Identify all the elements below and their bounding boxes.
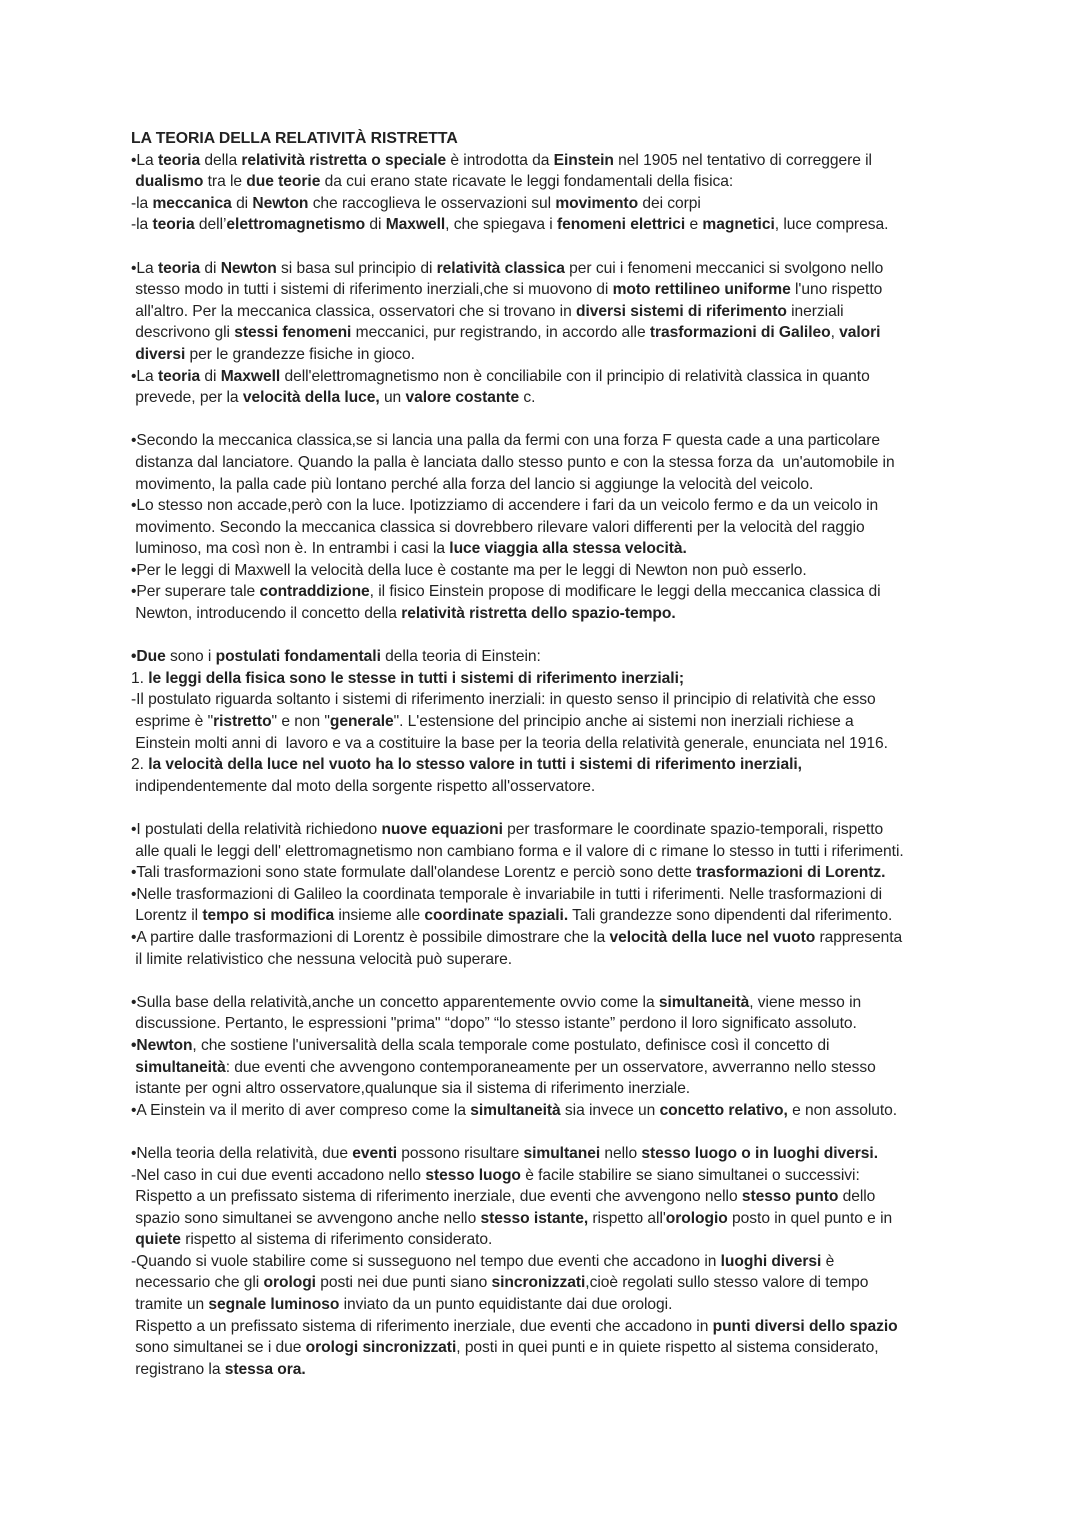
paragraph-2 <box>131 258 961 409</box>
text-line <box>131 1272 961 1294</box>
text-line <box>131 560 961 582</box>
text-run: possono risultare <box>397 1144 524 1162</box>
text-run: spazio sono simultanei se avvengono anche nello <box>131 1209 481 1227</box>
text-run: •Per le leggi di Maxwell la velocità della luce è costante ma per le leggi di Newton non può esserlo. <box>131 561 807 579</box>
text-line <box>131 689 961 711</box>
text-line <box>131 387 961 409</box>
text-run: dei corpi <box>638 194 701 212</box>
text-run: •La <box>131 367 158 385</box>
bold-text-run: movimento <box>555 194 639 212</box>
text-line <box>131 1316 961 1338</box>
text-line <box>131 927 961 949</box>
text-line <box>131 754 961 776</box>
text-run: della <box>200 151 242 169</box>
bold-text-run: valori <box>839 324 881 342</box>
bold-text-run: elettromagnetismo <box>226 216 366 234</box>
bold-text-run: orologi sincronizzati <box>305 1339 457 1357</box>
text-run: è facile stabilire se siano simultanei o successivi: <box>520 1166 860 1184</box>
text-run: ,cioè regolati sullo stesso valore di tempo <box>585 1274 869 1292</box>
text-run: meccanici, pur registrando, in accordo alle <box>351 324 650 342</box>
text-line <box>131 1100 961 1122</box>
bold-text-run: punti diversi dello spazio <box>712 1317 898 1335</box>
text-run: -la <box>131 216 153 234</box>
text-run: nel 1905 nel tentativo di correggere il <box>613 151 872 169</box>
text-line <box>131 668 961 690</box>
bold-text-run: Maxwell <box>220 367 281 385</box>
text-line <box>131 603 961 625</box>
text-line <box>131 1229 961 1251</box>
bold-text-run: velocità della luce, <box>242 389 380 407</box>
text-run: movimento. Secondo la meccanica classica si dovrebbero rilevare valori differenti per la velocità del raggio <box>131 518 865 536</box>
paragraph-1 <box>131 150 961 236</box>
text-run: Tali grandezze sono dipendenti dal riferimento. <box>568 907 893 925</box>
text-run: 1. <box>131 669 149 687</box>
document-title: LA TEORIA DELLA RELATIVITÀ RISTRETTA <box>131 130 458 147</box>
text-line <box>131 841 961 863</box>
text-run: alle quali le leggi dell' elettromagnetismo non cambiano forma e il valore di c rimane lo stesso in tutti i riferimenti. <box>131 842 904 860</box>
text-run: posto in quel punto e in <box>727 1209 893 1227</box>
bold-text-run: concetto relativo, <box>659 1101 788 1119</box>
bold-text-run: •Due <box>131 648 166 666</box>
bold-text-run: diversi <box>135 345 186 363</box>
text-line <box>131 279 961 301</box>
bold-text-run: stesso luogo o in luoghi diversi. <box>641 1144 878 1162</box>
text-line <box>131 366 961 388</box>
text-line <box>131 1294 961 1316</box>
text-run: sono i <box>165 648 216 666</box>
text-run: rappresenta <box>815 928 903 946</box>
bold-text-run: teoria <box>157 367 201 385</box>
text-run: un <box>379 389 406 407</box>
text-line <box>131 711 961 733</box>
text-line <box>131 949 961 971</box>
bold-text-run: eventi <box>352 1144 398 1162</box>
text-line <box>131 1251 961 1273</box>
text-line <box>131 258 961 280</box>
paragraph-spacer <box>131 409 961 431</box>
text-run: •La <box>131 259 158 277</box>
text-run: •Tali trasformazioni sono state formulate dall'olandese Lorentz e perciò sono dette <box>131 864 697 882</box>
text-run: distanza dal lanciatore. Quando la palla è lanciata dallo stesso punto e con la stessa forza da un'automobile in <box>131 453 895 471</box>
text-run: discussione. Pertanto, le espressioni "prima" “dopo” “lo stesso istante” perdono il loro significato assoluto. <box>131 1015 857 1033</box>
text-run: dell’ <box>194 216 227 234</box>
text-line <box>131 430 961 452</box>
text-line <box>131 884 961 906</box>
bold-text-run: segnale luminoso <box>208 1296 340 1314</box>
bold-text-run: trasformazioni di Galileo <box>649 324 831 342</box>
text-run: insieme alle <box>334 907 425 925</box>
text-run: -Nel caso in cui due eventi accadono nello <box>131 1166 426 1184</box>
text-run: da cui erano state ricavate le leggi fondamentali della fisica: <box>320 173 734 191</box>
text-run: di <box>200 367 221 385</box>
paragraph-spacer <box>131 625 961 647</box>
text-line <box>131 905 961 927</box>
bold-text-run: stessa ora. <box>224 1360 306 1378</box>
text-run: è <box>821 1252 835 1270</box>
text-run: •Nella teoria della relatività, due <box>131 1144 353 1162</box>
text-line <box>131 1035 961 1057</box>
bold-text-run: orologi <box>263 1274 316 1292</box>
text-run: " e non " <box>271 713 330 731</box>
text-run: per trasformare le coordinate spazio-temporali, rispetto <box>502 821 884 838</box>
paragraph-spacer <box>131 970 961 992</box>
text-run: , che spiegava i <box>445 216 557 234</box>
text-line <box>131 1186 961 1208</box>
bold-text-run: Maxwell <box>385 216 446 234</box>
text-line <box>131 301 961 323</box>
bold-text-run: magnetici <box>702 216 775 234</box>
text-line <box>131 646 961 668</box>
text-run: •Nelle trasformazioni di Galileo la coordinata temporale è invariabile in tutti i riferimenti. Nelle trasformazioni di <box>131 885 882 903</box>
text-run: •Lo stesso non accade,però con la luce. Ipotizziamo di accendere i fari da un veicolo fermo e da un veicolo in <box>131 497 879 515</box>
bold-text-run: tempo si modifica <box>202 907 335 925</box>
text-line <box>131 1337 961 1359</box>
text-run: -la <box>131 194 153 212</box>
text-run: -Il postulato riguarda soltanto i sistemi di riferimento inerziali: in questo senso il principio di relatività che esso <box>131 691 876 709</box>
text-line <box>131 862 961 884</box>
text-run: •Sulla base della relatività,anche un concetto apparentemente ovvio come la <box>131 993 659 1011</box>
bold-text-run: Newton <box>220 259 277 277</box>
text-line <box>131 495 961 517</box>
text-run: •A partire dalle trasformazioni di Lorentz è possibile dimostrare che la <box>131 928 610 946</box>
bold-text-run: generale <box>329 713 394 731</box>
text-line <box>131 474 961 496</box>
text-run: : due eventi che avvengono contemporaneamente per un osservatore, avverranno nello stesso <box>225 1058 876 1076</box>
bold-text-run: relatività ristretta o speciale <box>241 151 447 169</box>
bold-text-run: Newton <box>252 194 309 212</box>
text-run: della teoria di Einstein: <box>380 648 541 666</box>
text-run: sia invece un <box>560 1101 660 1119</box>
bold-text-run: teoria <box>157 259 201 277</box>
text-run: tramite un <box>131 1296 209 1314</box>
text-run: si basa sul principio di <box>276 259 437 277</box>
text-line <box>131 517 961 539</box>
bold-text-run: nuove equazioni <box>381 821 503 838</box>
bold-text-run: le leggi della fisica sono le stesse in tutti i sistemi di riferimento inerziali; <box>148 669 685 687</box>
paragraph-spacer <box>131 1121 961 1143</box>
text-run: •Per superare tale <box>131 583 260 601</box>
text-run: inviato da un punto equidistante dai due orologi. <box>339 1296 673 1314</box>
bold-text-run: quiete <box>135 1231 181 1249</box>
paragraph-3 <box>131 430 961 624</box>
text-line <box>131 992 961 1014</box>
text-run: Lorentz il <box>131 907 203 925</box>
text-run: Einstein molti anni di lavoro e va a costituire la base per la teoria della relatività generale, enunciata nel 1916. <box>131 734 888 752</box>
text-line <box>131 1359 961 1381</box>
text-run: ". L'estensione del principio anche ai sistemi non inerziali richiese a <box>393 713 854 731</box>
text-run: , luce compresa. <box>774 216 889 234</box>
text-run: indipendentemente dal moto della sorgente rispetto all'osservatore. <box>131 777 596 795</box>
bold-text-run: stesso punto <box>741 1188 839 1206</box>
text-line <box>131 538 961 560</box>
bold-text-run: teoria <box>152 216 195 234</box>
text-line <box>131 150 961 172</box>
text-run: •I postulati della relatività richiedono <box>131 821 382 838</box>
bold-text-run: ristretto <box>213 713 272 731</box>
text-run: di <box>200 259 221 277</box>
text-run: Newton, introducendo il concetto della <box>131 605 402 623</box>
text-line <box>131 1165 961 1187</box>
bold-text-run: trasformazioni di Lorentz. <box>696 864 886 882</box>
bold-text-run: postulati fondamentali <box>215 648 381 666</box>
text-run: l'uno rispetto <box>790 281 883 299</box>
bold-text-run: stesso luogo <box>425 1166 521 1184</box>
text-run: inerziali <box>786 302 844 320</box>
text-run: dello <box>838 1188 876 1206</box>
text-run: dell'elettromagnetismo non è conciliabile con il principio di relatività classica in quanto <box>280 367 870 385</box>
text-run: posti nei due punti siano <box>315 1274 492 1292</box>
text-run: all'altro. Per la meccanica classica, osservatori che si trovano in <box>131 302 577 320</box>
bold-text-run: luce viaggia alla stessa velocità. <box>449 540 687 558</box>
bold-text-run: simultaneità <box>135 1058 226 1076</box>
text-line <box>131 193 961 215</box>
bold-text-run: orologio <box>665 1209 728 1227</box>
text-run: registrano la <box>131 1360 225 1378</box>
text-line <box>131 819 961 841</box>
bold-text-run: Einstein <box>553 151 614 169</box>
bold-text-run: fenomeni elettrici <box>557 216 686 234</box>
text-run: esprime è " <box>131 713 214 731</box>
text-run: istante per ogni altro osservatore,qualunque sia il sistema di riferimento inerziale. <box>131 1080 691 1098</box>
text-run: che raccoglieva le osservazioni sul <box>308 194 556 212</box>
text-run: luminoso, ma così non è. In entrambi i casi la <box>131 540 450 558</box>
text-line <box>131 1013 961 1035</box>
text-run: prevede, per la <box>131 389 243 407</box>
text-run: , viene messo in <box>749 993 862 1011</box>
text-run: di <box>365 216 386 234</box>
text-line <box>131 1143 961 1165</box>
text-run: •La <box>131 151 158 169</box>
bold-text-run: due teorie <box>246 173 321 191</box>
text-run: •A Einstein va il merito di aver compreso come la <box>131 1101 471 1119</box>
text-run: tra le <box>203 173 247 191</box>
text-run: movimento, la palla cade più lontano perché alla forza del lancio si aggiunge la velocità del veicolo. <box>131 475 814 493</box>
bold-text-run: stesso istante, <box>480 1209 589 1227</box>
paragraph-spacer <box>131 236 961 258</box>
bold-text-run: contraddizione <box>259 583 370 601</box>
paragraph-6 <box>131 992 961 1122</box>
bold-text-run: la velocità della luce nel vuoto ha lo stesso valore in tutti i sistemi di riferimento inerziali, <box>148 756 802 774</box>
bold-text-run: simultaneità <box>658 993 750 1011</box>
text-run: , il fisico Einstein propose di modificare le leggi della meccanica classica di <box>369 583 881 601</box>
text-line <box>131 733 961 755</box>
text-run: descrivono gli <box>131 324 235 342</box>
bold-text-run: •Newton <box>131 1036 193 1054</box>
text-run: e <box>685 216 703 234</box>
bold-text-run: valore costante <box>405 389 520 407</box>
text-run: 2. <box>131 756 149 774</box>
bold-text-run: relatività ristretta dello spazio-tempo. <box>401 605 676 623</box>
text-line <box>131 581 961 603</box>
text-run: Rispetto a un prefissato sistema di riferimento inerziale, due eventi che avvengono nello <box>131 1188 742 1206</box>
text-run: c. <box>519 389 536 407</box>
text-run: Rispetto a un prefissato sistema di riferimento inerziale, due eventi che accadono in <box>131 1317 713 1335</box>
text-run: , <box>830 324 840 342</box>
text-run: sono simultanei se i due <box>131 1339 306 1357</box>
bold-text-run: stessi fenomeni <box>234 324 352 342</box>
bold-text-run: moto rettilineo uniforme <box>612 281 791 299</box>
text-run: il limite relativistico che nessuna velocità può superare. <box>131 950 513 968</box>
text-line <box>131 1057 961 1079</box>
text-run: e non assoluto. <box>787 1101 898 1119</box>
text-run: necessario che gli <box>131 1274 264 1292</box>
text-line <box>131 322 961 344</box>
text-line <box>131 776 961 798</box>
paragraph-4 <box>131 646 961 797</box>
text-run: rispetto al sistema di riferimento considerato. <box>180 1231 493 1249</box>
text-run: rispetto all' <box>588 1209 666 1227</box>
bold-text-run: dualismo <box>135 173 204 191</box>
paragraph-5 <box>131 819 961 970</box>
bold-text-run: simultanei <box>523 1144 601 1162</box>
document-body <box>131 128 961 1380</box>
bold-text-run: simultaneità <box>470 1101 561 1119</box>
bold-text-run: coordinate spaziali. <box>424 907 569 925</box>
bold-text-run: teoria <box>157 151 201 169</box>
text-line <box>131 214 961 236</box>
text-line <box>131 344 961 366</box>
bold-text-run: meccanica <box>152 194 232 212</box>
text-run: per le grandezze fisiche in gioco. <box>185 345 415 363</box>
bold-text-run: relatività classica <box>436 259 565 277</box>
text-run: è introdotta da <box>446 151 554 169</box>
text-line <box>131 452 961 474</box>
bold-text-run: diversi sistemi di riferimento <box>576 302 787 320</box>
text-line <box>131 1078 961 1100</box>
text-run: -Quando si vuole stabilire come si susseguono nel tempo due eventi che accadono in <box>131 1252 721 1270</box>
text-run: , posti in quei punti e in quiete rispetto al sistema considerato, <box>456 1339 879 1357</box>
text-run: nello <box>600 1144 642 1162</box>
bold-text-run: velocità della luce nel vuoto <box>609 928 816 946</box>
bold-text-run: luoghi diversi <box>720 1252 822 1270</box>
text-run: di <box>231 194 253 212</box>
text-run: stesso modo in tutti i sistemi di riferimento inerziali,che si muovono di <box>131 281 613 299</box>
text-line <box>131 1208 961 1230</box>
text-run: •Secondo la meccanica classica,se si lancia una palla da fermi con una forza F questa cade a una particolare <box>131 432 880 450</box>
paragraph-7 <box>131 1143 961 1381</box>
text-run: per cui i fenomeni meccanici si svolgono nello <box>564 259 884 277</box>
text-run: , che sostiene l'universalità della scala temporale come postulato, definisce così il concetto di <box>192 1036 830 1054</box>
text-line <box>131 171 961 193</box>
bold-text-run: sincronizzati <box>491 1274 586 1292</box>
paragraph-spacer <box>131 797 961 819</box>
